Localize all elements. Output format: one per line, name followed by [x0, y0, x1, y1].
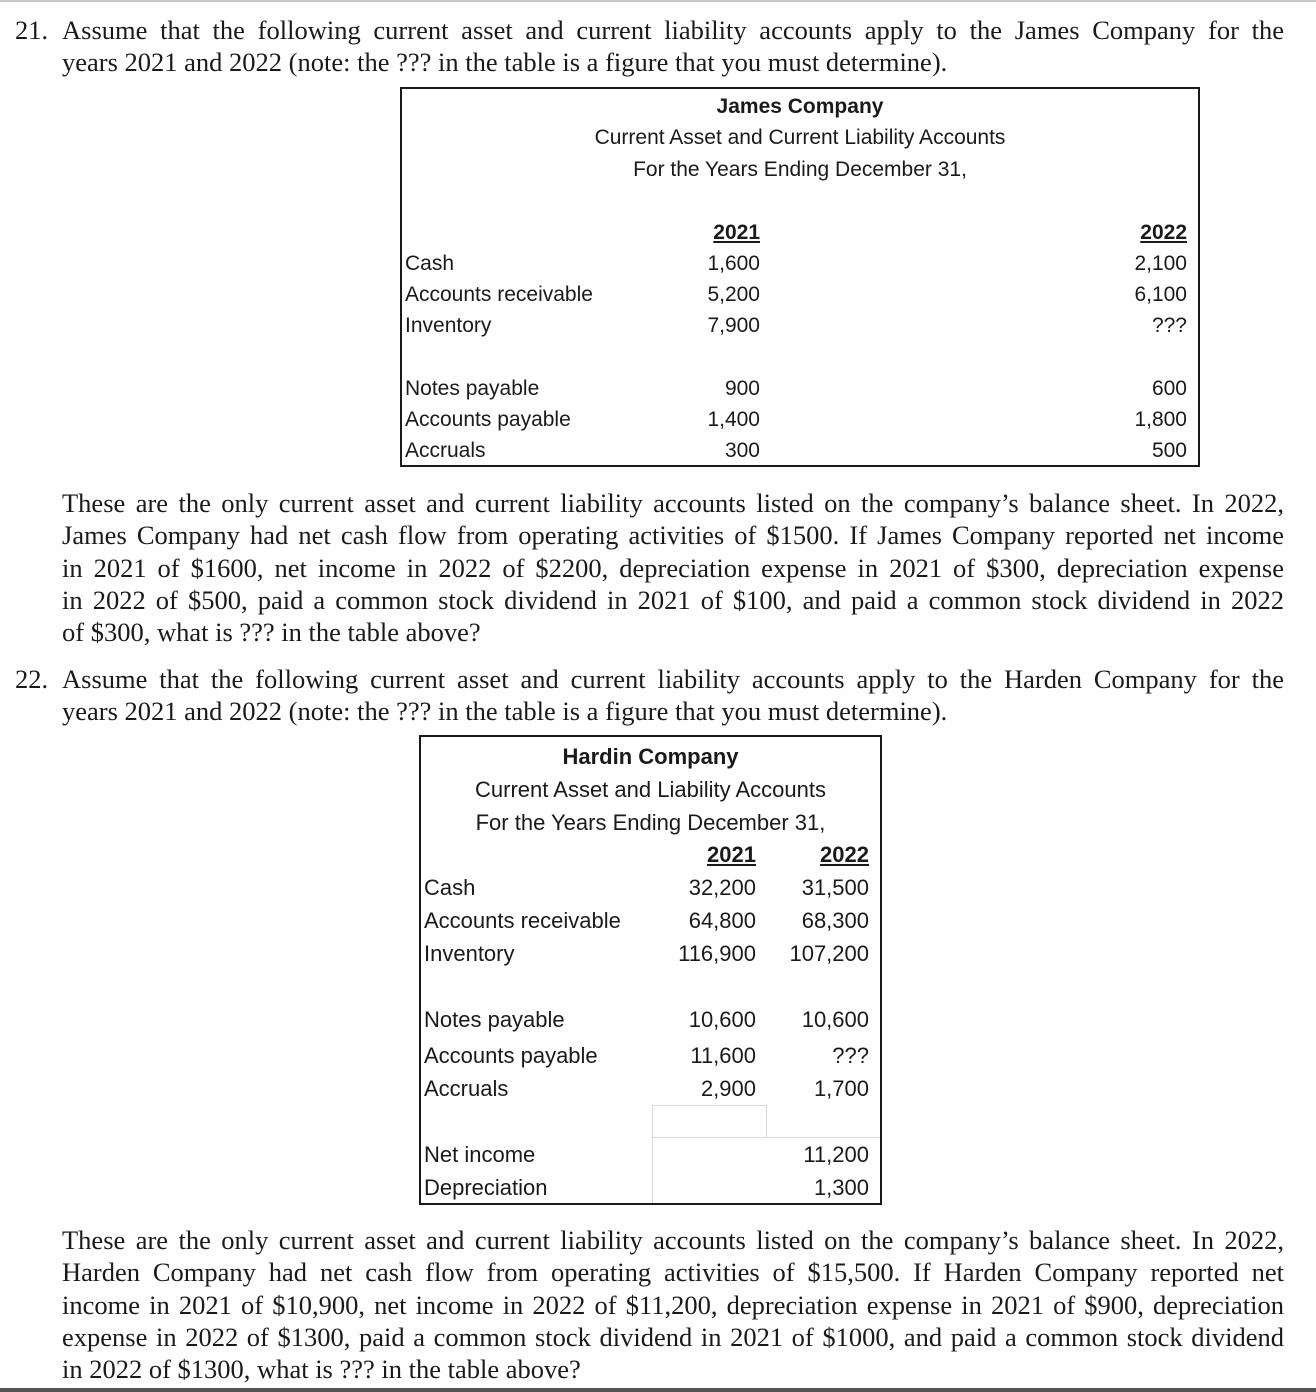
table-title: James Company [716, 95, 884, 118]
prompt-line: years 2021 and 2022 (note: the ??? in the table is a figure that you must determine). [62, 696, 948, 727]
body-line: in 2022 of $500, paid a common stock dividend in 2021 of $100, and paid a common stock dividend in 2022 [62, 584, 1284, 615]
prompt-line: Assume that the following current asset and current liability accounts apply to the Harden Company for the [62, 664, 1284, 694]
table-subtitle: Current Asset and Liability Accounts [475, 777, 826, 802]
row-label: Notes payable [405, 377, 540, 400]
question-22-prompt [0, 663, 1316, 729]
cell-value: 2,900 [700, 1076, 756, 1101]
row-label: Accounts payable [405, 408, 571, 431]
column-header-2022: 2022 [820, 842, 869, 867]
cell-value: 2,100 [1134, 252, 1187, 275]
table-subtitle: Current Asset and Current Liability Accounts [594, 126, 1006, 149]
body-line: in 2021 of $1600, net income in 2022 of $2200, depreciation expense in 2021 of $300, depreciation expense [62, 552, 1284, 583]
column-header-2022: 2022 [1140, 221, 1187, 244]
body-line: These are the only current asset and current liability accounts listed on the company’s balance sheet. In 2022, [62, 488, 1284, 518]
body-line: expense in 2022 of $1300, paid a common stock dividend in 2021 of $1000, and paid a common stock dividend [62, 1321, 1284, 1352]
cell-value: 64,800 [688, 908, 756, 933]
bottom-divider [0, 1388, 1316, 1392]
body-line: These are the only current asset and current liability accounts listed on the company’s balance sheet. In 2022, [62, 1225, 1284, 1255]
grid-line [652, 1105, 653, 1203]
cell-value: 1,800 [1134, 408, 1187, 431]
row-label: Accounts receivable [424, 908, 621, 933]
grid-line [652, 1105, 767, 1106]
table-subtitle: For the Years Ending December 31, [633, 158, 967, 181]
row-label: Cash [424, 875, 476, 900]
cell-value: 32,200 [688, 875, 756, 900]
row-label: Cash [405, 252, 455, 275]
cell-value: 600 [1151, 377, 1187, 400]
cell-value: 7,900 [707, 314, 760, 337]
cell-value: 10,600 [688, 1007, 756, 1032]
top-divider [0, 0, 1316, 2]
body-line: James Company had net cash flow from operating activities of $1500. If James Company reported net income [62, 520, 1284, 551]
question-number: 21. [15, 15, 49, 45]
row-label: Inventory [424, 941, 515, 966]
row-label: Notes payable [424, 1007, 565, 1032]
body-line: income in 2021 of $10,900, net income in 2022 of $11,200, depreciation expense in 2021 of $900, depreciation [62, 1289, 1284, 1320]
column-header-2021: 2021 [713, 221, 760, 244]
question-22-body [62, 1224, 1284, 1385]
row-label: Accounts receivable [405, 283, 593, 306]
column-header-2021: 2021 [707, 842, 756, 867]
question-21-prompt [0, 14, 1316, 80]
cell-value: 300 [724, 439, 760, 462]
row-label: Net income [424, 1142, 536, 1167]
cell-value: 1,300 [813, 1175, 869, 1200]
question-number: 22. [15, 664, 49, 694]
question-21-body [62, 487, 1284, 648]
cell-value: ??? [1151, 314, 1187, 337]
james-company-table [400, 87, 1200, 467]
cell-value: 11,600 [690, 1043, 756, 1068]
cell-value: 31,500 [801, 875, 869, 900]
cell-value: 116,900 [678, 941, 756, 966]
table-title: Hardin Company [562, 744, 739, 769]
body-line: Harden Company had net cash flow from operating activities of $15,500. If Harden Company reported net [62, 1257, 1284, 1288]
cell-value: ??? [832, 1043, 869, 1068]
cell-value: 900 [724, 377, 760, 400]
cell-value: 6,100 [1134, 283, 1187, 306]
table-subtitle: For the Years Ending December 31, [475, 810, 826, 835]
row-label: Inventory [405, 314, 492, 337]
hardin-company-table [419, 735, 882, 1205]
cell-value: 5,200 [707, 283, 760, 306]
row-label: Accounts payable [424, 1043, 598, 1068]
prompt-line: years 2021 and 2022 (note: the ??? in the table is a figure that you must determine). [62, 47, 948, 78]
cell-value: 107,200 [789, 941, 869, 966]
cell-value: 500 [1151, 439, 1187, 462]
cell-value: 1,600 [707, 252, 760, 275]
body-line: in 2022 of $1300, what is ??? in the table above? [62, 1354, 581, 1385]
body-line: of $300, what is ??? in the table above? [62, 617, 481, 648]
row-label: Accruals [405, 439, 486, 462]
row-label: Depreciation [424, 1175, 548, 1200]
cell-value: 10,600 [801, 1007, 869, 1032]
prompt-line: Assume that the following current asset and current liability accounts apply to the James Company for the [62, 15, 1284, 45]
cell-value: 11,200 [803, 1142, 869, 1167]
grid-line [766, 1105, 767, 1137]
cell-value: 1,700 [813, 1076, 869, 1101]
row-label: Accruals [424, 1076, 509, 1101]
cell-value: 68,300 [801, 908, 869, 933]
cell-value: 1,400 [707, 408, 760, 431]
